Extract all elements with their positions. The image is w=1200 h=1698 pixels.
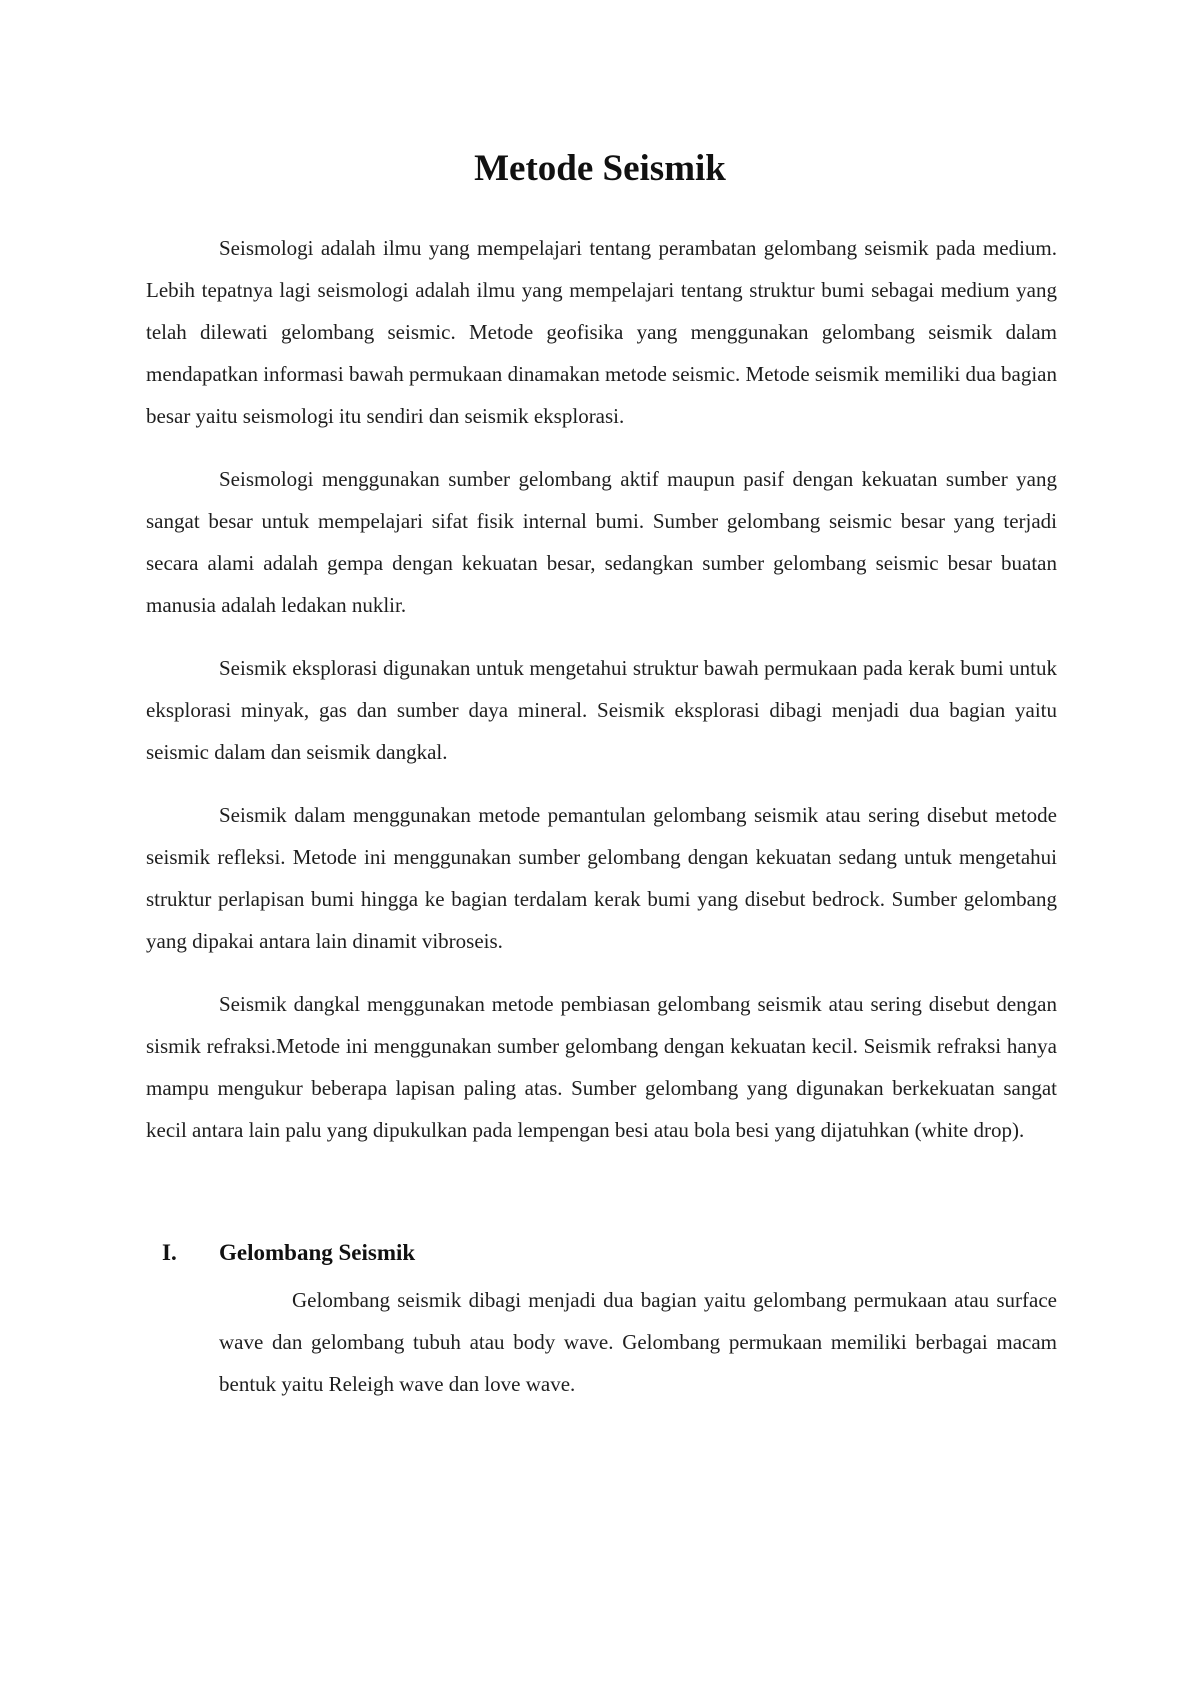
paragraph-seismik-dalam: Seismik dalam menggunakan metode pemantulan gelombang seismik atau sering disebut metode seismik refleksi. Metode ini menggunakan sumber gelombang dengan kekuatan sedang untuk mengetahui struktur perlapisan bumi hingga ke bagian terdalam kerak bumi yang disebut bedrock. Sumber gelombang yang dipakai antara lain dinamit vibroseis. [146, 803, 1057, 953]
paragraph-seismologi-sources: Seismologi menggunakan sumber gelombang aktif maupun pasif dengan kekuatan sumber yang sangat besar untuk mempelajari sifat fisik internal bumi. Sumber gelombang seismic besar yang terjadi secara alami adalah gempa dengan kekuatan besar, sedangkan sumber gelombang seismic besar buatan manusia adalah ledakan nuklir. [146, 467, 1057, 617]
paragraph-seismologi-definition: Seismologi adalah ilmu yang mempelajari tentang perambatan gelombang seismik pada medium. Lebih tepatnya lagi seismologi adalah ilmu yang mempelajari tentang struktur bumi sebagai medium yang telah dilewati gelombang seismic. Metode geofisika yang menggunakan gelombang seismik dalam mendapatkan informasi bawah permukaan dinamakan metode seismic. Metode seismik memiliki dua bagian besar yaitu seismologi itu sendiri dan seismik eksplorasi. [146, 236, 1057, 428]
section-number: I. [162, 1240, 177, 1265]
document-body [146, 227, 1057, 1172]
section-title: Gelombang Seismik [219, 1240, 416, 1265]
paragraph-seismik-eksplorasi: Seismik eksplorasi digunakan untuk mengetahui struktur bawah permukaan pada kerak bumi untuk eksplorasi minyak, gas dan sumber daya mineral. Seismik eksplorasi dibagi menjadi dua bagian yaitu seismic dalam dan seismik dangkal. [146, 656, 1057, 764]
paragraph-seismik-dangkal: Seismik dangkal menggunakan metode pembiasan gelombang seismik atau sering disebut dengan sismik refraksi.Metode ini menggunakan sumber gelombang dengan kekuatan kecil. Seismik refraksi hanya mampu mengukur beberapa lapisan paling atas. Sumber gelombang yang digunakan berkekuatan sangat kecil antara lain palu yang dipukulkan pada lempengan besi atau bola besi yang dijatuhkan (white drop). [146, 992, 1057, 1142]
paragraph-gelombang-seismik: Gelombang seismik dibagi menjadi dua bagian yaitu gelombang permukaan atau surface wave dan gelombang tubuh atau body wave. Gelombang permukaan memiliki berbagai macam bentuk yaitu Releigh wave dan love wave. [219, 1288, 1057, 1396]
page-title: Metode Seismik [474, 148, 726, 189]
section-heading [162, 1237, 415, 1269]
section-body [219, 1279, 1057, 1405]
